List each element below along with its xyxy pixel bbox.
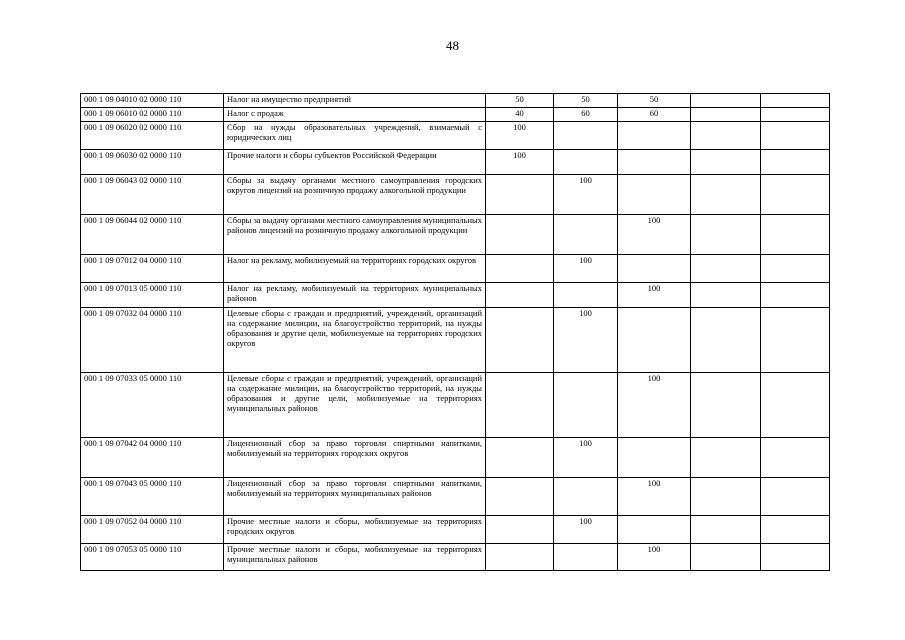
revenue-name-cell: Прочие местные налоги и сборы, мобилизуемые на территориях городских округов <box>224 516 486 544</box>
table-row <box>81 516 830 544</box>
table-row <box>81 438 830 478</box>
value-cell <box>618 438 691 478</box>
value-cell <box>486 175 554 215</box>
value-cell <box>618 122 691 150</box>
revenue-name-cell: Сборы за выдачу органами местного самоуправления муниципальных районов лицензий на розничную продажу алкогольной продукции <box>224 215 486 255</box>
table-body <box>81 94 830 571</box>
table-row <box>81 373 830 438</box>
value-cell <box>691 516 761 544</box>
value-cell <box>554 122 618 150</box>
value-cell: 100 <box>554 255 618 283</box>
value-cell <box>554 150 618 175</box>
value-cell: 100 <box>618 215 691 255</box>
value-cell <box>691 215 761 255</box>
value-cell <box>486 478 554 516</box>
value-cell <box>691 175 761 215</box>
value-cell <box>486 215 554 255</box>
table-row <box>81 108 830 122</box>
table-row <box>81 150 830 175</box>
value-cell <box>618 175 691 215</box>
value-cell <box>761 175 830 215</box>
value-cell <box>691 308 761 373</box>
page-number: 48 <box>446 38 459 53</box>
value-cell <box>554 283 618 308</box>
value-cell <box>761 255 830 283</box>
budget-code-cell: 000 1 09 07033 05 0000 110 <box>81 373 224 438</box>
revenue-name-cell: Налог на имущество предприятий <box>224 94 486 108</box>
value-cell <box>554 478 618 516</box>
revenue-name-cell: Прочие налоги и сборы субъектов Российской Федерации <box>224 150 486 175</box>
value-cell <box>691 438 761 478</box>
value-cell <box>761 373 830 438</box>
table-row <box>81 544 830 571</box>
revenue-name-cell: Прочие местные налоги и сборы, мобилизуемые на территориях муниципальных районов <box>224 544 486 571</box>
budget-code-cell: 000 1 09 07012 04 0000 110 <box>81 255 224 283</box>
value-cell <box>691 544 761 571</box>
value-cell: 100 <box>554 175 618 215</box>
value-cell: 40 <box>486 108 554 122</box>
value-cell <box>486 255 554 283</box>
value-cell: 100 <box>554 516 618 544</box>
value-cell <box>691 373 761 438</box>
value-cell <box>486 544 554 571</box>
revenue-name-cell: Налог на рекламу, мобилизуемый на территориях городских округов <box>224 255 486 283</box>
value-cell: 60 <box>618 108 691 122</box>
value-cell: 100 <box>486 150 554 175</box>
value-cell <box>618 255 691 283</box>
budget-code-cell: 000 1 09 04010 02 0000 110 <box>81 94 224 108</box>
value-cell <box>691 108 761 122</box>
table-row <box>81 215 830 255</box>
budget-code-cell: 000 1 09 06043 02 0000 110 <box>81 175 224 215</box>
value-cell <box>618 308 691 373</box>
table-row <box>81 478 830 516</box>
value-cell <box>554 215 618 255</box>
value-cell: 100 <box>618 373 691 438</box>
value-cell: 60 <box>554 108 618 122</box>
value-cell <box>554 373 618 438</box>
value-cell <box>486 516 554 544</box>
revenue-name-cell: Лицензионный сбор за право торговли спиртными напитками, мобилизуемый на территориях муниципальных районов <box>224 478 486 516</box>
table-row <box>81 308 830 373</box>
value-cell: 50 <box>554 94 618 108</box>
budget-code-cell: 000 1 09 06044 02 0000 110 <box>81 215 224 255</box>
revenue-name-cell: Сбор на нужды образовательных учреждений, взимаемый с юридических лиц <box>224 122 486 150</box>
value-cell <box>761 438 830 478</box>
value-cell <box>554 544 618 571</box>
value-cell <box>618 516 691 544</box>
value-cell <box>761 215 830 255</box>
value-cell: 100 <box>618 283 691 308</box>
table-row <box>81 283 830 308</box>
value-cell <box>761 94 830 108</box>
table-row <box>81 94 830 108</box>
value-cell <box>691 283 761 308</box>
table-row <box>81 122 830 150</box>
value-cell: 100 <box>486 122 554 150</box>
revenue-name-cell: Целевые сборы с граждан и предприятий, учреждений, организаций на содержание милиции, на благоустройство территорий, на нужды образования и другие цели, мобилизуемые на территориях городских округов <box>224 308 486 373</box>
budget-code-cell: 000 1 09 07043 05 0000 110 <box>81 478 224 516</box>
revenue-name-cell: Лицензионный сбор за право торговли спиртными напитками, мобилизуемый на территориях городских округов <box>224 438 486 478</box>
budget-code-cell: 000 1 09 07042 04 0000 110 <box>81 438 224 478</box>
revenue-name-cell: Целевые сборы с граждан и предприятий, учреждений, организаций на содержание милиции, на благоустройство территорий, на нужды образования и другие цели, мобилизуемые на территориях муниципальных районов <box>224 373 486 438</box>
revenue-name-cell: Налог с продаж <box>224 108 486 122</box>
value-cell <box>761 150 830 175</box>
value-cell: 50 <box>486 94 554 108</box>
value-cell: 100 <box>618 478 691 516</box>
value-cell <box>486 373 554 438</box>
budget-code-cell: 000 1 09 07013 05 0000 110 <box>81 283 224 308</box>
budget-code-cell: 000 1 09 06030 02 0000 110 <box>81 150 224 175</box>
budget-code-cell: 000 1 09 07052 04 0000 110 <box>81 516 224 544</box>
budget-code-cell: 000 1 09 06020 02 0000 110 <box>81 122 224 150</box>
budget-table <box>80 93 830 571</box>
value-cell: 100 <box>554 438 618 478</box>
value-cell <box>691 478 761 516</box>
revenue-name-cell: Сборы за выдачу органами местного самоуправления городских округов лицензий на розничную продажу алкогольной продукции <box>224 175 486 215</box>
value-cell <box>761 544 830 571</box>
value-cell <box>486 308 554 373</box>
value-cell <box>761 108 830 122</box>
value-cell <box>691 150 761 175</box>
revenue-name-cell: Налог на рекламу, мобилизуемый на территориях муниципальных районов <box>224 283 486 308</box>
budget-code-cell: 000 1 09 07032 04 0000 110 <box>81 308 224 373</box>
value-cell <box>691 255 761 283</box>
value-cell <box>486 283 554 308</box>
value-cell <box>761 478 830 516</box>
budget-code-cell: 000 1 09 06010 02 0000 110 <box>81 108 224 122</box>
value-cell <box>618 150 691 175</box>
value-cell <box>761 516 830 544</box>
value-cell <box>486 438 554 478</box>
table-row <box>81 175 830 215</box>
value-cell: 50 <box>618 94 691 108</box>
value-cell <box>761 308 830 373</box>
value-cell: 100 <box>554 308 618 373</box>
value-cell <box>761 122 830 150</box>
value-cell: 100 <box>618 544 691 571</box>
value-cell <box>691 94 761 108</box>
budget-code-cell: 000 1 09 07053 05 0000 110 <box>81 544 224 571</box>
table-row <box>81 255 830 283</box>
value-cell <box>691 122 761 150</box>
value-cell <box>761 283 830 308</box>
